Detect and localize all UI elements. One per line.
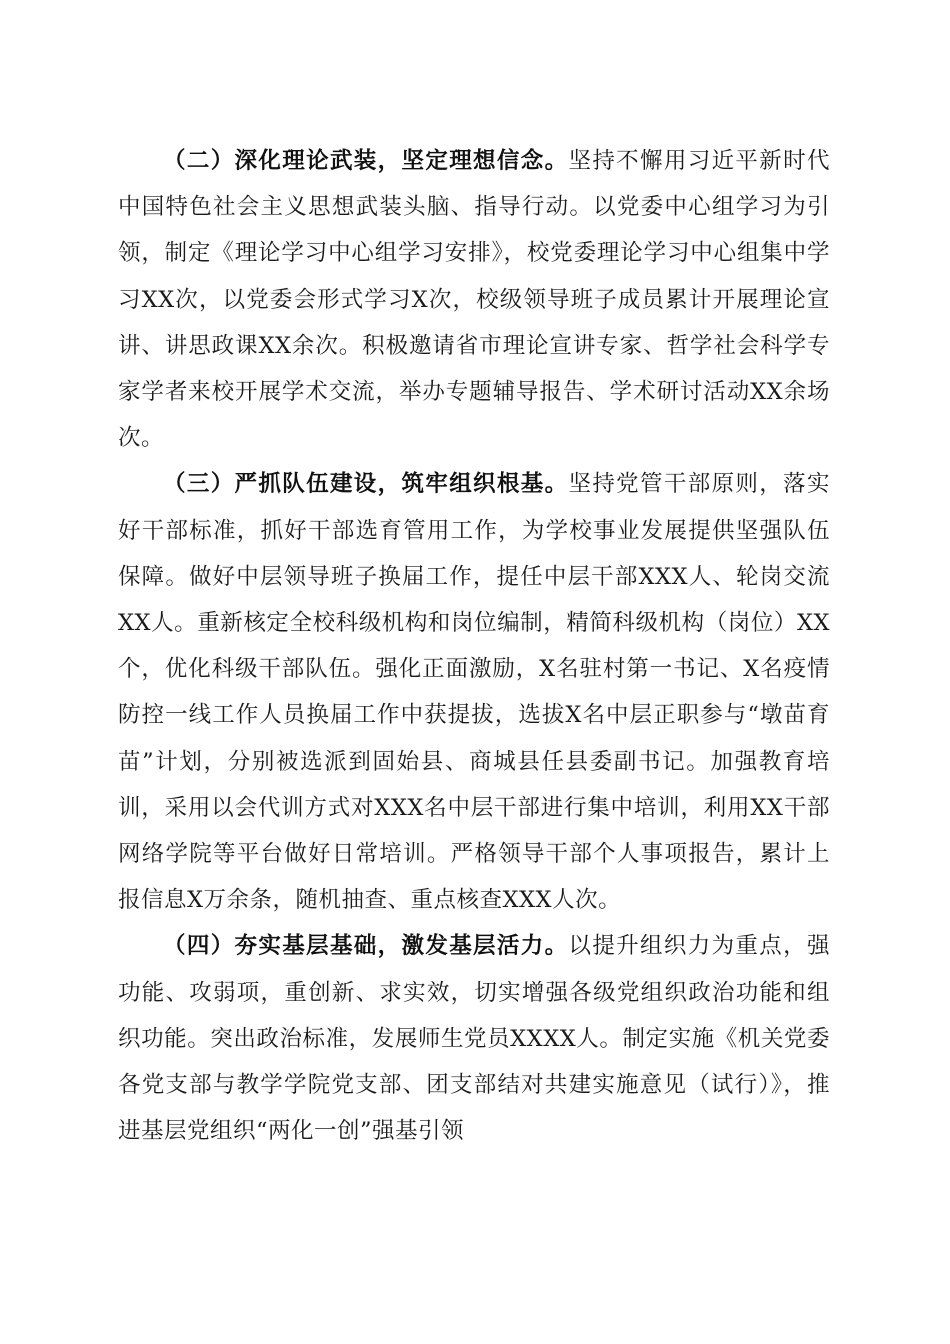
- paragraph-team-building: [118, 461, 830, 923]
- paragraph-text: 以提升组织力为重点，强功能、攻弱项，重创新、求实效，切实增强各级党组织政治功能和组织功能。突出政治标准，发展师生党员XXXX人。制定实施《机关党委各党支部与教学学院党支部、团支部结对共建实施意见（试行）》，推进基层党组织“两化一创”强基引领: [118, 933, 830, 1145]
- paragraph-heading: （四）夯实基层基础，激发基层活力。: [163, 933, 569, 960]
- paragraph-theory-study: [118, 138, 830, 461]
- paragraph-grassroots: [118, 923, 830, 1154]
- paragraph-text: 坚持党管干部原则，落实好干部标准，抓好干部选育管用工作，为学校事业发展提供坚强队伍保障。做好中层领导班子换届工作，提任中层干部XXX人、轮岗交流XX人。重新核定全校科级机构和岗位编制，精简科级机构（岗位）XX个，优化科级干部队伍。强化正面激励，X名驻村第一书记、X名疫情防控一线工作人员换届工作中获提拔，选拔X名中层正职参与“墩苗育苗”计划，分别被选派到固始县、商城县任县委副书记。加强教育培训，采用以会代训方式对XXX名中层干部进行集中培训，利用XX干部网络学院等平台做好日常培训。严格领导干部个人事项报告，累计上报信息X万余条，随机抽查、重点核查XXX人次。: [118, 471, 830, 914]
- paragraph-heading: （三）严抓队伍建设，筑牢组织根基。: [163, 471, 569, 498]
- document-body: [118, 138, 830, 1154]
- paragraph-text: 坚持不懈用习近平新时代中国特色社会主义思想武装头脑、指导行动。以党委中心组学习为引领，制定《理论学习中心组学习安排》，校党委理论学习中心组集中学习XX次，以党委会形式学习X次，校级领导班子成员累计开展理论宣讲、讲思政课XX余次。积极邀请省市理论宣讲专家、哲学社会科学专家学者来校开展学术交流，举办专题辅导报告、学术研讨活动XX余场次。: [118, 148, 830, 452]
- paragraph-heading: （二）深化理论武装，坚定理想信念。: [163, 148, 569, 174]
